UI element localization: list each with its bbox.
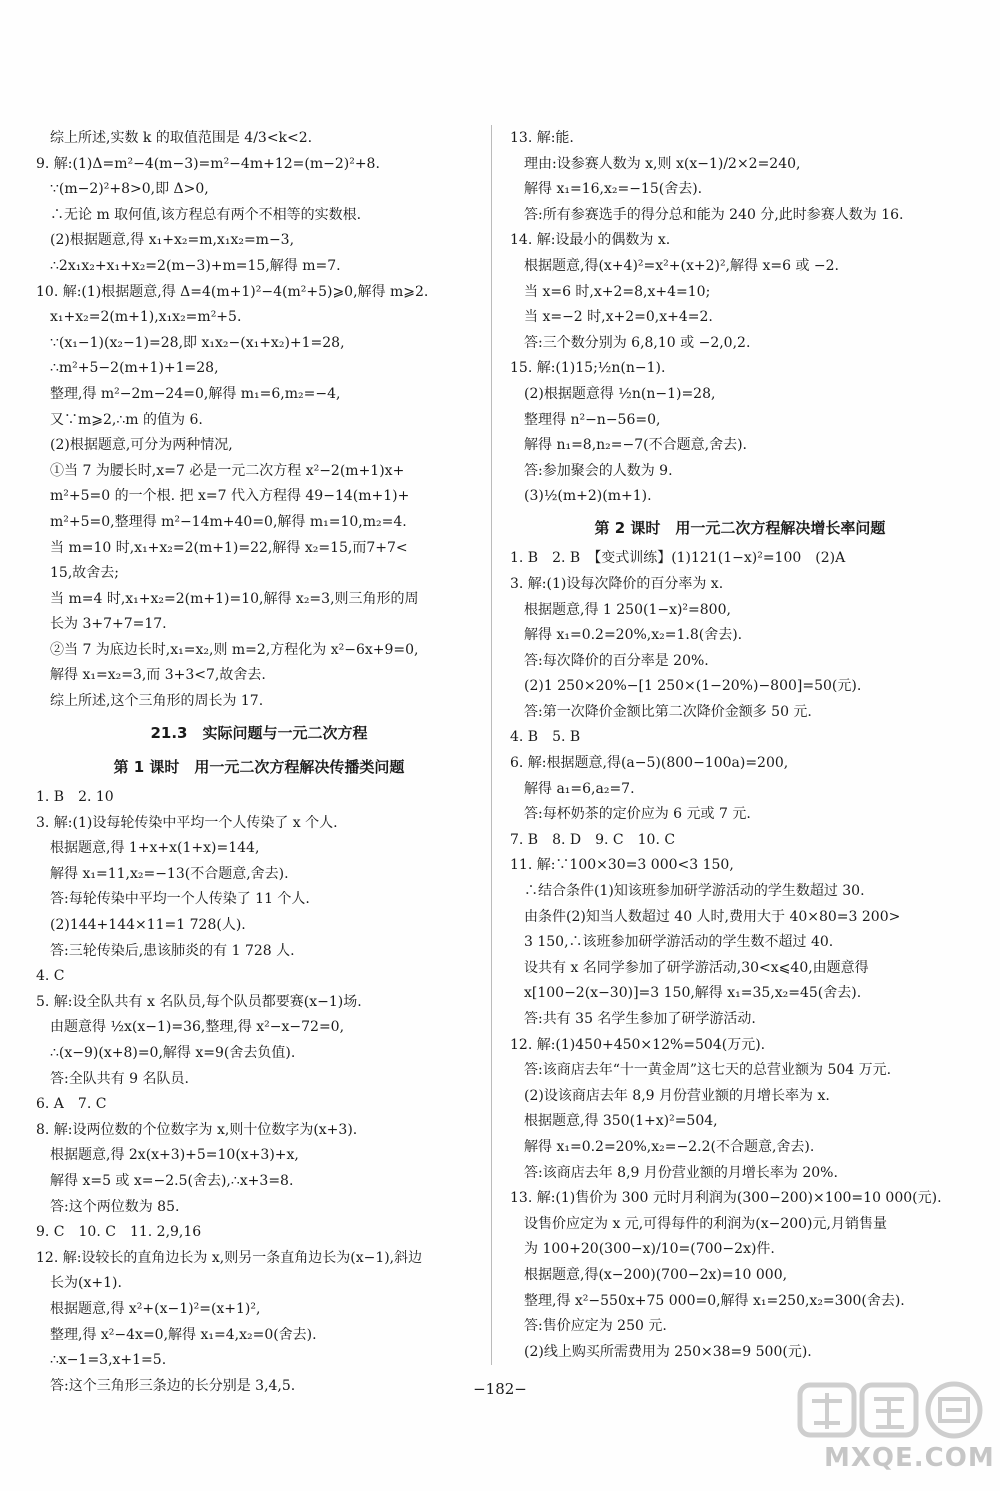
text-line: 整理,得 x²−4x=0,解得 x₁=4,x₂=0(舍去).	[50, 1326, 317, 1343]
watermark-url: MXQE.COM	[824, 1443, 995, 1473]
right-column	[510, 128, 970, 1367]
text-line: m²+5=0,整理得 m²−14m+40=0,解得 m₁=10,m₂=4.	[50, 513, 407, 530]
text-line: 解得 x₁=0.2=20%,x₂=1.8(舍去).	[524, 627, 743, 644]
text-line: ∴(x−9)(x+8)=0,解得 x=9(舍去负值).	[50, 1045, 296, 1061]
text-line: 根据题意,得(x+4)²=x²+(x+2)²,解得 x=6 或 −2.	[524, 257, 839, 274]
text-line: ∵(x₁−1)(x₂−1)=28,即 x₁x₂−(x₁+x₂)+1=28,	[50, 334, 345, 351]
text-line: 整理,得 x²−550x+75 000=0,解得 x₁=250,x₂=300(舍去).	[524, 1292, 905, 1309]
section-heading: 21.3 实际问题与一元二次方程	[150, 724, 368, 743]
text-line: 答:所有参赛选手的得分总和能为 240 分,此时参赛人数为 16.	[524, 206, 904, 223]
text-line: (2)144+144×11=1 728(人).	[50, 917, 246, 934]
text-line: (2)根据题意,得 x₁+x₂=m,x₁x₂=m−3,	[50, 232, 295, 249]
text-line: 设售价应定为 x 元,可得每件的利润为(x−200)元,月销售量	[524, 1215, 887, 1232]
text-line: 15,故舍去;	[50, 565, 119, 582]
text-line: 答:售价应定为 250 元.	[524, 1318, 667, 1335]
text-line: 由题意得 ½x(x−1)=36,整理,得 x²−x−72=0,	[50, 1019, 345, 1036]
text-line: 答:共有 35 名学生参加了研学游活动.	[524, 1011, 756, 1027]
text-line: 解得 x₁=0.2=20%,x₂=−2.2(不合题意,舍去).	[524, 1138, 815, 1155]
text-line: 答:这个两位数为 85.	[50, 1198, 180, 1215]
text-line: 1. B 2. B 【变式训练】(1)121(1−x)²=100 (2)A	[510, 550, 846, 567]
text-line: ∴结合条件(1)知该班参加研学游活动的学生数超过 30.	[524, 883, 865, 900]
watermark-logo	[796, 1379, 995, 1479]
text-line: (2)根据题意得 ½n(n−1)=28,	[524, 385, 716, 402]
text-line: ∴x−1=3,x+1=5.	[50, 1352, 167, 1369]
text-line: 解得 x=5 或 x=−2.5(舍去),∴x+3=8.	[50, 1172, 294, 1189]
page-number: −182−	[473, 1380, 527, 1398]
text-line: 为 100+20(300−x)/10=(700−2x)件.	[524, 1241, 775, 1258]
text-line: 答:三个数分别为 6,8,10 或 −2,0,2.	[524, 334, 751, 351]
left-column	[36, 128, 482, 1401]
text-line: 4. C	[36, 968, 65, 985]
text-line: (3)½(m+2)(m+1).	[524, 488, 652, 505]
text-line: 11. 解:∵100×30=3 000<3 150,	[510, 857, 734, 874]
text-line: 8. 解:设两位数的个位数字为 x,则十位数字为(x+3).	[36, 1121, 358, 1138]
text-line: 解得 n₁=8,n₂=−7(不合题意,舍去).	[524, 437, 747, 454]
text-line: 答:每杯奶茶的定价应为 6 元或 7 元.	[524, 806, 751, 823]
text-line: 又∵m⩾2,∴m 的值为 6.	[50, 411, 203, 428]
text-line: 6. 解:根据题意,得(a−5)(800−100a)=200,	[510, 755, 789, 772]
text-line: 3. 解:(1)设每次降价的百分率为 x.	[510, 575, 724, 592]
text-line: 答:每轮传染中平均一个人传染了 11 个人.	[50, 891, 310, 908]
text-line: ②当 7 为底边长时,x₁=x₂,则 m=2,方程化为 x²−6x+9=0,	[50, 641, 419, 658]
text-line: 10. 解:(1)根据题意,得 Δ=4(m+1)²−4(m²+5)⩾0,解得 m⩾2.	[36, 283, 429, 300]
text-line: 由条件(2)知当人数超过 40 人时,费用大于 40×80=3 200>	[524, 908, 901, 925]
text-line: 解得 x₁=x₂=3,而 3+3<7,故舍去.	[50, 667, 266, 684]
text-line: 答:第一次降价金额比第二次降价金额多 50 元.	[524, 703, 812, 720]
text-line: 14. 解:设最小的偶数为 x.	[510, 232, 671, 249]
text-line: 13. 解:(1)售价为 300 元时月利润为(300−200)×100=10 000(元).	[510, 1190, 942, 1207]
text-line: 6. A 7. C	[36, 1096, 107, 1113]
text-line: 设共有 x 名同学参加了研学游活动,30<x⩽40,由题意得	[524, 959, 869, 976]
text-line: 答:这个三角形三条边的长分别是 3,4,5.	[50, 1377, 296, 1394]
text-line: ∴无论 m 取何值,该方程总有两个不相等的实数根.	[50, 206, 362, 223]
text-line: ①当 7 为腰长时,x=7 必是一元二次方程 x²−2(m+1)x+	[50, 462, 405, 479]
text-line: 当 x=6 时,x+2=8,x+4=10;	[524, 283, 711, 300]
text-line: 根据题意,得 1+x+x(1+x)=144,	[50, 840, 260, 857]
text-line: 答:全队共有 9 名队员.	[50, 1070, 189, 1087]
text-line: 答:该商店去年 8,9 月份营业额的月增长率为 20%.	[524, 1164, 838, 1181]
text-line: 答:该商店去年“十一黄金周”这七天的总营业额为 504 万元.	[524, 1062, 892, 1079]
text-line: ∴2x₁x₂+x₁+x₂=2(m−3)+m=15,解得 m=7.	[50, 257, 341, 274]
text-line: 长为(x+1).	[50, 1275, 122, 1292]
text-line: 根据题意,得 x²+(x−1)²=(x+1)²,	[50, 1300, 261, 1317]
text-line: 9. C 10. C 11. 2,9,16	[36, 1224, 202, 1241]
text-line: 根据题意,得 350(1+x)²=504,	[524, 1113, 718, 1130]
text-line: 3. 解:(1)设每轮传染中平均一个人传染了 x 个人.	[36, 814, 338, 831]
text-line: 答:参加聚会的人数为 9.	[524, 462, 673, 479]
text-line: 当 m=4 时,x₁+x₂=2(m+1)=10,解得 x₂=3,则三角形的周	[50, 590, 419, 607]
text-line: 4. B 5. B	[510, 729, 581, 746]
text-line: 13. 解:能.	[510, 130, 574, 146]
text-line: 15. 解:(1)15;½n(n−1).	[510, 360, 666, 377]
text-line: 解得 x₁=16,x₂=−15(舍去).	[524, 181, 703, 198]
column-divider	[491, 125, 492, 1365]
text-line: 答:每次降价的百分率是 20%.	[524, 652, 709, 669]
text-line: 7. B 8. D 9. C 10. C	[510, 831, 676, 848]
text-line: 根据题意,得 2x(x+3)+5=10(x+3)+x,	[50, 1147, 299, 1164]
text-line: 综上所述,实数 k 的取值范围是 4/3<k<2.	[50, 130, 313, 146]
text-line: 解得 a₁=6,a₂=7.	[524, 780, 635, 797]
text-line: x₁+x₂=2(m+1),x₁x₂=m²+5.	[50, 309, 242, 326]
text-line: 答:三轮传染后,患该肺炎的有 1 728 人.	[50, 942, 295, 959]
text-line: 1. B 2. 10	[36, 789, 114, 806]
text-line: 根据题意,得(x−200)(700−2x)=10 000,	[524, 1266, 788, 1283]
text-line: 理由:设参赛人数为 x,则 x(x−1)/2×2=240,	[524, 155, 801, 172]
text-line: 12. 解:(1)450+450×12%=504(万元).	[510, 1036, 766, 1053]
text-line: 9. 解:(1)Δ=m²−4(m−3)=m²−4m+12=(m−2)²+8.	[36, 155, 380, 172]
text-line: 当 m=10 时,x₁+x₂=2(m+1)=22,解得 x₂=15,而7+7<	[50, 539, 408, 556]
text-line: 整理得 n²−n−56=0,	[524, 411, 661, 428]
text-line: 长为 3+7+7=17.	[50, 616, 167, 633]
watermark-seal-icon	[796, 1379, 986, 1441]
text-line: (2)设该商店去年 8,9 月份营业额的月增长率为 x.	[524, 1087, 830, 1104]
section-heading: 第 1 课时 用一元二次方程解决传播类问题	[113, 758, 405, 777]
text-line: 综上所述,这个三角形的周长为 17.	[50, 693, 264, 710]
text-line: ∴m²+5−2(m+1)+1=28,	[50, 360, 219, 377]
text-line: 当 x=−2 时,x+2=0,x+4=2.	[524, 309, 713, 326]
text-line: 整理,得 m²−2m−24=0,解得 m₁=6,m₂=−4,	[50, 385, 341, 402]
text-line: (2)1 250×20%−[1 250×(1−20%)−800]=50(元).	[524, 678, 862, 695]
text-line: x[100−2(x−30)]=3 150,解得 x₁=35,x₂=45(舍去).	[524, 985, 862, 1002]
text-line: ∵(m−2)²+8>0,即 Δ>0,	[50, 181, 209, 198]
text-line: 3 150,∴该班参加研学游活动的学生数不超过 40.	[524, 934, 834, 951]
text-line: 解得 x₁=11,x₂=−13(不合题意,舍去).	[50, 865, 289, 882]
text-line: m²+5=0 的一个根. 把 x=7 代入方程得 49−14(m+1)+	[50, 488, 410, 505]
text-line: (2)线上购买所需费用为 250×38=9 500(元).	[524, 1343, 812, 1360]
text-line: 12. 解:设较长的直角边长为 x,则另一条直角边长为(x−1),斜边	[36, 1249, 423, 1266]
text-line: 根据题意,得 1 250(1−x)²=800,	[524, 601, 731, 618]
text-line: (2)根据题意,可分为两种情况,	[50, 437, 233, 454]
section-heading: 第 2 课时 用一元二次方程解决增长率问题	[594, 519, 886, 538]
text-line: 5. 解:设全队共有 x 名队员,每个队员都要赛(x−1)场.	[36, 993, 362, 1010]
